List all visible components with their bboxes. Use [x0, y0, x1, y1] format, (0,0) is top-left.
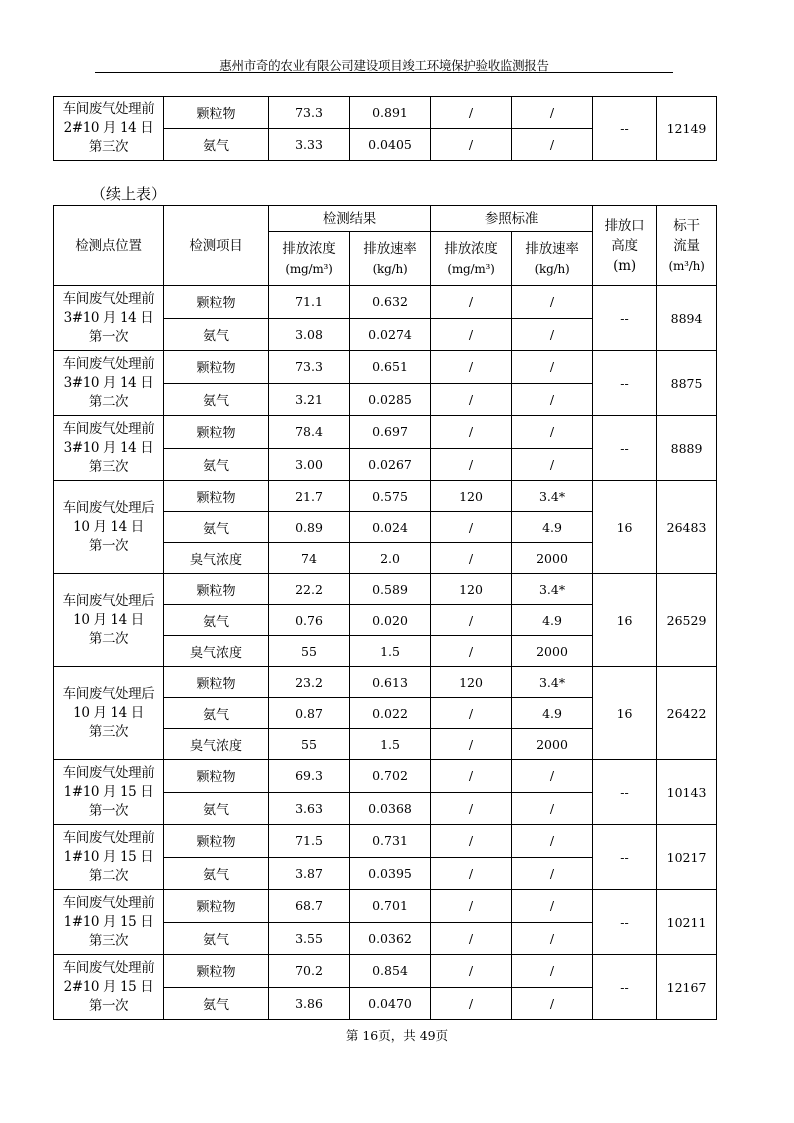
- item-cell: 臭气浓度: [164, 543, 269, 574]
- location-line: 车间废气处理前: [62, 290, 155, 307]
- std-rate-cell: /: [512, 922, 593, 955]
- flow-cell: 12149: [657, 97, 717, 161]
- flow-cell: 10211: [657, 890, 717, 955]
- location-line: 第一次: [88, 997, 129, 1014]
- conc-cell: 55: [269, 636, 350, 667]
- flow-cell: 26422: [657, 667, 717, 760]
- item-cell: 氨气: [164, 318, 269, 351]
- table-caption: （续上表）: [91, 185, 167, 203]
- std-conc-cell: /: [431, 955, 512, 988]
- header-height-line: (m): [613, 257, 636, 274]
- rate-cell: 0.020: [350, 605, 431, 636]
- std-conc-cell: /: [431, 97, 512, 129]
- location-line: 第一次: [88, 328, 129, 345]
- rate-cell: 0.0395: [350, 857, 431, 890]
- std-conc-cell: /: [431, 383, 512, 416]
- header-std-conc-unit: (mg/m³): [447, 261, 495, 276]
- header-location: 检测点位置: [54, 206, 164, 286]
- std-conc-cell: /: [431, 760, 512, 793]
- std-rate-cell: 4.9: [512, 512, 593, 543]
- item-cell: 氨气: [164, 857, 269, 890]
- header-std-conc-label: 排放浓度: [444, 240, 498, 257]
- location-cell: [54, 890, 164, 955]
- std-conc-cell: 120: [431, 481, 512, 512]
- conc-cell: 3.08: [269, 318, 350, 351]
- report-header-title: 惠州市奇的农业有限公司建设项目竣工环境保护验收监测报告: [219, 58, 549, 73]
- location-line: 2#10 月 15 日: [63, 978, 154, 995]
- location-line: 车间废气处理前: [62, 959, 155, 976]
- height-cell: --: [593, 760, 657, 825]
- std-conc-cell: /: [431, 286, 512, 319]
- conc-cell: 78.4: [269, 416, 350, 449]
- std-rate-cell: /: [512, 286, 593, 319]
- table-row: [54, 760, 717, 793]
- std-rate-cell: 3.4*: [512, 481, 593, 512]
- std-rate-cell: /: [512, 857, 593, 890]
- height-cell: 16: [593, 574, 657, 667]
- header-std-rate-unit: (kg/h): [534, 261, 570, 276]
- header-rate: [350, 232, 431, 286]
- rate-cell: 0.701: [350, 890, 431, 923]
- item-cell: 颗粒物: [164, 286, 269, 319]
- location-line: 1#10 月 15 日: [63, 783, 154, 800]
- std-rate-cell: 2000: [512, 729, 593, 760]
- std-rate-cell: 2000: [512, 543, 593, 574]
- location-line: 车间废气处理前: [62, 829, 155, 846]
- item-cell: 氨气: [164, 129, 269, 161]
- location-line: 车间废气处理前: [62, 894, 155, 911]
- item-cell: 氨气: [164, 922, 269, 955]
- height-cell: --: [593, 825, 657, 890]
- std-rate-cell: /: [512, 318, 593, 351]
- std-conc-cell: /: [431, 825, 512, 858]
- location-cell: [54, 481, 164, 574]
- header-rate-label: 排放速率: [363, 240, 417, 257]
- conc-cell: 0.76: [269, 605, 350, 636]
- height-cell: --: [593, 351, 657, 416]
- std-rate-cell: /: [512, 760, 593, 793]
- location-line: 第二次: [88, 630, 129, 647]
- conc-cell: 3.55: [269, 922, 350, 955]
- rate-cell: 0.0267: [350, 448, 431, 481]
- header-height-line: 排放口: [604, 217, 645, 234]
- location-cell: [54, 416, 164, 481]
- item-cell: 颗粒物: [164, 760, 269, 793]
- std-conc-cell: /: [431, 318, 512, 351]
- location-line: 第三次: [88, 932, 129, 949]
- conc-cell: 68.7: [269, 890, 350, 923]
- rate-cell: 0.651: [350, 351, 431, 384]
- header-std-rate: [512, 232, 593, 286]
- item-cell: 颗粒物: [164, 667, 269, 698]
- item-cell: 氨气: [164, 605, 269, 636]
- location-line: 10 月 14 日: [73, 611, 144, 628]
- header-std-conc: [431, 232, 512, 286]
- std-conc-cell: /: [431, 543, 512, 574]
- item-cell: 氨气: [164, 698, 269, 729]
- item-cell: 颗粒物: [164, 97, 269, 129]
- height-cell: --: [593, 416, 657, 481]
- rate-cell: 0.575: [350, 481, 431, 512]
- rate-cell: 0.022: [350, 698, 431, 729]
- conc-cell: 3.21: [269, 383, 350, 416]
- conc-cell: 21.7: [269, 481, 350, 512]
- conc-cell: 73.3: [269, 97, 350, 129]
- std-rate-cell: /: [512, 987, 593, 1020]
- conc-cell: 22.2: [269, 574, 350, 605]
- location-cell: [54, 97, 164, 161]
- item-cell: 臭气浓度: [164, 636, 269, 667]
- flow-cell: 26529: [657, 574, 717, 667]
- conc-cell: 69.3: [269, 760, 350, 793]
- header-conc-unit: (mg/m³): [285, 261, 333, 276]
- location-cell: [54, 574, 164, 667]
- item-cell: 臭气浓度: [164, 729, 269, 760]
- header-flow-line: 标干: [673, 217, 700, 234]
- std-conc-cell: 120: [431, 574, 512, 605]
- rate-cell: 0.0470: [350, 987, 431, 1020]
- table-row: [54, 351, 717, 384]
- rate-cell: 0.632: [350, 286, 431, 319]
- page-footer: 第 16页，共 49页: [345, 1028, 449, 1043]
- header-reference: 参照标准: [431, 206, 593, 232]
- location-line: 2#10 月 14 日: [63, 120, 154, 136]
- rate-cell: 0.024: [350, 512, 431, 543]
- location-cell: [54, 760, 164, 825]
- item-cell: 颗粒物: [164, 890, 269, 923]
- conc-cell: 73.3: [269, 351, 350, 384]
- location-line: 车间废气处理前: [62, 101, 155, 117]
- location-line: 车间废气处理前: [62, 764, 155, 781]
- rate-cell: 0.854: [350, 955, 431, 988]
- location-cell: [54, 351, 164, 416]
- rate-cell: 0.731: [350, 825, 431, 858]
- conc-cell: 74: [269, 543, 350, 574]
- std-conc-cell: /: [431, 636, 512, 667]
- rate-cell: 0.0368: [350, 792, 431, 825]
- item-cell: 颗粒物: [164, 351, 269, 384]
- location-line: 车间废气处理后: [62, 592, 155, 609]
- table-row: [54, 481, 717, 512]
- location-cell: [54, 955, 164, 1020]
- location-line: 3#10 月 14 日: [63, 309, 154, 326]
- table-row: [54, 890, 717, 923]
- std-rate-cell: /: [512, 129, 593, 161]
- rate-cell: 0.589: [350, 574, 431, 605]
- rate-cell: 0.0362: [350, 922, 431, 955]
- table-row: [54, 416, 717, 449]
- location-line: 1#10 月 15 日: [63, 848, 154, 865]
- std-conc-cell: /: [431, 987, 512, 1020]
- flow-cell: 8875: [657, 351, 717, 416]
- std-conc-cell: /: [431, 698, 512, 729]
- header-height: [593, 206, 657, 286]
- std-conc-cell: /: [431, 729, 512, 760]
- header-conc: [269, 232, 350, 286]
- header-item: 检测项目: [164, 206, 269, 286]
- monitoring-table: [53, 205, 717, 1020]
- std-rate-cell: 3.4*: [512, 667, 593, 698]
- header-flow: [657, 206, 717, 286]
- item-cell: 氨气: [164, 987, 269, 1020]
- rate-cell: 0.0285: [350, 383, 431, 416]
- std-conc-cell: /: [431, 512, 512, 543]
- location-line: 3#10 月 14 日: [63, 374, 154, 391]
- item-cell: 颗粒物: [164, 574, 269, 605]
- conc-cell: 3.00: [269, 448, 350, 481]
- location-line: 10 月 14 日: [73, 518, 144, 535]
- flow-cell: 10217: [657, 825, 717, 890]
- conc-cell: 70.2: [269, 955, 350, 988]
- std-conc-cell: /: [431, 922, 512, 955]
- flow-cell: 26483: [657, 481, 717, 574]
- flow-cell: 8889: [657, 416, 717, 481]
- item-cell: 氨气: [164, 512, 269, 543]
- std-conc-cell: 120: [431, 667, 512, 698]
- location-line: 1#10 月 15 日: [63, 913, 154, 930]
- std-conc-cell: /: [431, 605, 512, 636]
- std-rate-cell: /: [512, 955, 593, 988]
- location-cell: [54, 825, 164, 890]
- std-conc-cell: /: [431, 416, 512, 449]
- rate-cell: 0.613: [350, 667, 431, 698]
- table-row: [54, 825, 717, 858]
- height-cell: --: [593, 955, 657, 1020]
- location-line: 第一次: [88, 802, 129, 819]
- header-result: 检测结果: [269, 206, 431, 232]
- rate-cell: 0.0405: [350, 129, 431, 161]
- item-cell: 颗粒物: [164, 416, 269, 449]
- std-conc-cell: /: [431, 890, 512, 923]
- header-conc-label: 排放浓度: [282, 240, 336, 257]
- rate-cell: 1.5: [350, 729, 431, 760]
- rate-cell: 0.697: [350, 416, 431, 449]
- std-conc-cell: /: [431, 448, 512, 481]
- std-conc-cell: /: [431, 792, 512, 825]
- location-line: 3#10 月 14 日: [63, 439, 154, 456]
- rate-cell: 0.891: [350, 97, 431, 129]
- std-conc-cell: /: [431, 351, 512, 384]
- rate-cell: 2.0: [350, 543, 431, 574]
- std-rate-cell: 3.4*: [512, 574, 593, 605]
- header-std-rate-label: 排放速率: [525, 240, 579, 257]
- table-row: [54, 574, 717, 605]
- std-rate-cell: /: [512, 416, 593, 449]
- header-rate-unit: (kg/h): [372, 261, 408, 276]
- height-cell: --: [593, 286, 657, 351]
- location-line: 车间废气处理后: [62, 499, 155, 516]
- height-cell: --: [593, 97, 657, 161]
- conc-cell: 3.87: [269, 857, 350, 890]
- std-rate-cell: 2000: [512, 636, 593, 667]
- table-row: [54, 667, 717, 698]
- location-line: 第三次: [88, 458, 129, 475]
- conc-cell: 23.2: [269, 667, 350, 698]
- conc-cell: 3.63: [269, 792, 350, 825]
- location-line: 10 月 14 日: [73, 704, 144, 721]
- std-conc-cell: /: [431, 129, 512, 161]
- std-rate-cell: /: [512, 383, 593, 416]
- header-rule: [95, 72, 673, 73]
- item-cell: 颗粒物: [164, 955, 269, 988]
- rate-cell: 0.0274: [350, 318, 431, 351]
- height-cell: 16: [593, 667, 657, 760]
- std-rate-cell: /: [512, 351, 593, 384]
- height-cell: 16: [593, 481, 657, 574]
- conc-cell: 71.1: [269, 286, 350, 319]
- std-rate-cell: /: [512, 890, 593, 923]
- conc-cell: 0.87: [269, 698, 350, 729]
- location-line: 第三次: [88, 723, 129, 740]
- header-flow-line: 流量: [673, 237, 700, 254]
- top-table: [53, 96, 717, 161]
- header-height-line: 高度: [611, 237, 638, 254]
- item-cell: 氨气: [164, 383, 269, 416]
- flow-cell: 10143: [657, 760, 717, 825]
- location-line: 第二次: [88, 867, 129, 884]
- std-conc-cell: /: [431, 857, 512, 890]
- item-cell: 颗粒物: [164, 481, 269, 512]
- std-rate-cell: /: [512, 825, 593, 858]
- rate-cell: 1.5: [350, 636, 431, 667]
- location-line: 车间废气处理后: [62, 685, 155, 702]
- rate-cell: 0.702: [350, 760, 431, 793]
- conc-cell: 55: [269, 729, 350, 760]
- location-line: 第一次: [88, 537, 129, 554]
- std-rate-cell: 4.9: [512, 605, 593, 636]
- conc-cell: 71.5: [269, 825, 350, 858]
- location-line: 车间废气处理前: [62, 420, 155, 437]
- table-row: [54, 955, 717, 988]
- location-line: 车间废气处理前: [62, 355, 155, 372]
- table-row: [54, 97, 717, 129]
- conc-cell: 3.86: [269, 987, 350, 1020]
- std-rate-cell: /: [512, 97, 593, 129]
- location-cell: [54, 667, 164, 760]
- conc-cell: 3.33: [269, 129, 350, 161]
- std-rate-cell: 4.9: [512, 698, 593, 729]
- location-line: 第二次: [88, 393, 129, 410]
- item-cell: 氨气: [164, 448, 269, 481]
- location-line: 第三次: [88, 139, 129, 155]
- item-cell: 氨气: [164, 792, 269, 825]
- flow-cell: 8894: [657, 286, 717, 351]
- height-cell: --: [593, 890, 657, 955]
- table-row: [54, 286, 717, 319]
- std-rate-cell: /: [512, 448, 593, 481]
- flow-cell: 12167: [657, 955, 717, 1020]
- item-cell: 颗粒物: [164, 825, 269, 858]
- location-cell: [54, 286, 164, 351]
- header-flow-line: (m³/h): [668, 258, 705, 273]
- std-rate-cell: /: [512, 792, 593, 825]
- conc-cell: 0.89: [269, 512, 350, 543]
